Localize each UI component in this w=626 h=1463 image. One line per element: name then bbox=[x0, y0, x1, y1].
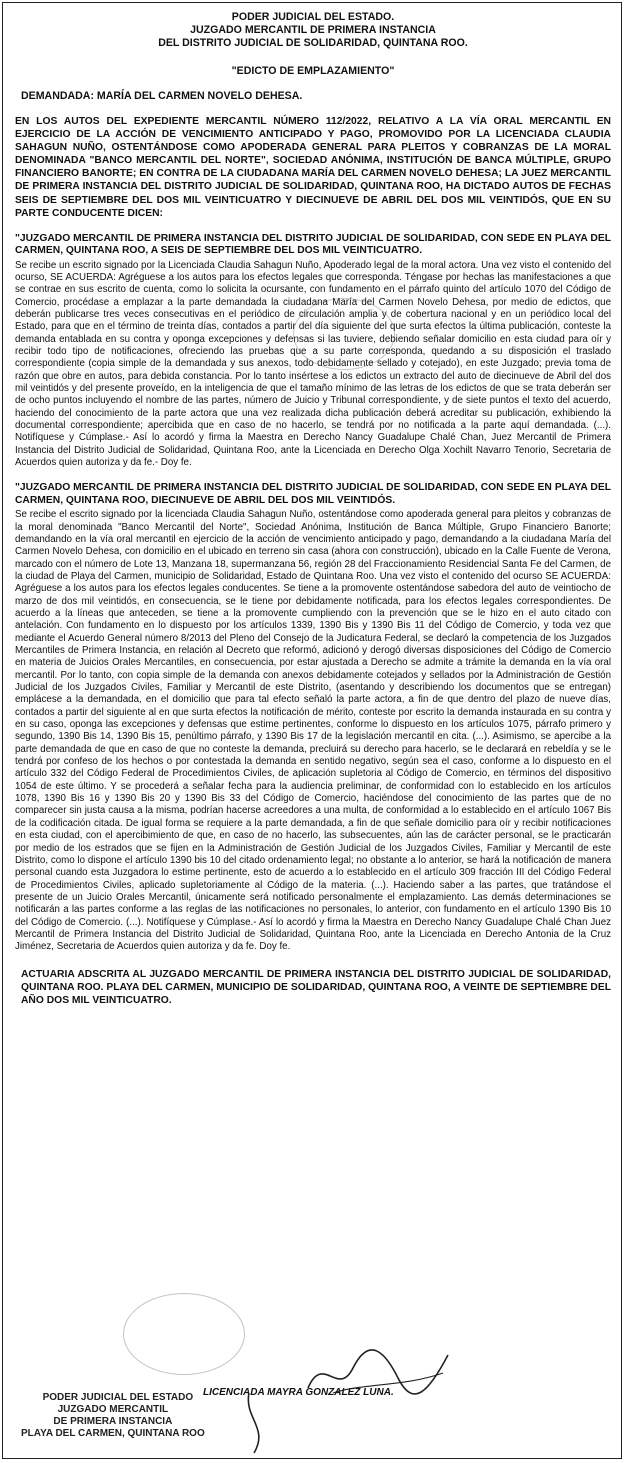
intro-paragraph: EN LOS AUTOS DEL EXPEDIENTE MERCANTIL NÚMERO 112/2022, RELATIVO A LA VÍA ORAL MERCANTIL EN EJERCICIO DE LA ACCIÓN DE VENCIMIENTO ANTICIPADO Y PAGO, PROMOVIDO POR LA LICENCIADA CLAUDIA SAHAGUN NUÑO, OSTENTÁNDOSE COMO APODERADA GENERAL PARA PLEITOS Y COBRANZAS DE LA MORAL DENOMINADA "BANCO MERCANTIL DEL NORTE", SOCIEDAD ANÓNIMA, INSTITUCIÓN DE BANCA MÚLTIPLE, GRUPO FINANCIERO BANORTE; EN CONTRA DE LA CIUDADANA MARÍA DEL CARMEN NOVELO DEHESA; LA JUEZ MERCANTIL DE PRIMERA INSTANCIA DEL DISTRITO JUDICIAL DE SOLIDARIDAD, QUINTANA ROO, HA DICTADO AUTOS DE FECHAS SEIS DE SEPTIEMBRE DEL DOS MIL VEINTICUATRO Y DIECINUEVE DE ABRIL DEL DOS MIL VEINTIDÓS, QUE EN SU PARTE CONDUCENTE DICEN: bbox=[15, 116, 611, 219]
stamp-circle-upper bbox=[293, 298, 395, 370]
document-content bbox=[15, 3, 611, 1007]
document-page bbox=[2, 2, 622, 1459]
demandada-line: DEMANDADA: MARÍA DEL CARMEN NOVELO DEHESA. bbox=[21, 90, 303, 102]
header-line-3: DEL DISTRITO JUDICIAL DE SOLIDARIDAD, QUINTANA ROO. bbox=[158, 37, 468, 49]
auto1-heading: "JUZGADO MERCANTIL DE PRIMERA INSTANCIA DEL DISTRITO JUDICIAL DE SOLIDARIDAD, CON SEDE EN PLAYA DEL CARMEN, QUINTANA ROO, A SEIS DE SEPTIEMBRE DEL DOS MIL VEINTICUATRO. bbox=[15, 232, 611, 257]
actuaria-paragraph: ACTUARIA ADSCRITA AL JUZGADO MERCANTIL DE PRIMERA INSTANCIA DEL DISTRITO JUDICIAL DE SOLIDARIDAD, QUINTANA ROO. PLAYA DEL CARMEN, MUNICIPIO DE SOLIDARIDAD, QUINTANA ROO, A VEINTE DE SEPTIEMBRE DEL AÑO DOS MIL VEINTICUATRO. bbox=[21, 968, 611, 1006]
seal-line-3: DE PRIMERA INSTANCIA bbox=[53, 1416, 173, 1427]
auto2-body: Se recibe el escrito signado por la licenciada Claudia Sahagun Nuño, ostentándose como apoderada general para pleitos y cobranzas de la moral denominada "Banco Mercantil del Norte", Sociedad Anónima, Institución de Banca Múltiple, Grupo Financiero Banorte; demandando en la vía oral mercantil en ejercicio de la acción de vencimiento anticipado y pago, demandando a la ciudadana María del Carmen Novelo Dehesa, con domicilio en el ubicado en terreno sin casa (ahora con construcción), ubicado en la Calle Fuente de Verona, marcado con el número de Lote 13, Manzana 18, supermanzana 56, región 28 del Fraccionamiento Residencial Santa Fe del Carmen, de la ciudad de Playa del Carmen, municipio de Solidaridad, Estado de Quintana Roo. Una vez visto el contenido del ocurso SE ACUERDA: Agréguese a los autos para los efectos legales conducentes. Se tiene a la promovente ostentándose sabedora del auto de veintiocho de marzo de dos mil veintidós, en consecuencia, se le tiene por debidamente notificada, para los efectos legales correspondientes. De acuerdo a la líneas que anteceden, se tiene a la promovente cumpliendo con la prevención que se le hizo en el auto citado con antelación. Con fundamento en lo dispuesto por los artículos 1339, 1390 Bis y 1390 Bis 11 del Código de Comercio, y toda vez que mediante el Acuerdo General número 8/2013 del Pleno del Consejo de la Judicatura Federal, se declaró la competencia de los Juzgados Mercantiles de Primera Instancia, en relación al Decreto que reformó, adicionó y derogó diversas disposiciones del Código de Comercio en materia de Juicios Orales Mercantiles, en consecuencia, por estar ajustada a Derecho se admite a trámite la demanda en la vía oral mercantil. Por lo tanto, con copia simple de la demanda con anexos debidamente cotejados y sellados por la Administración de Gestión Judicial de los Juzgados Civiles, Familiar y Mercantil de este Distrito, (asentando y describiendo los documentos que se entregan) emplácese a la demandada, en el domicilio que para tal efecto señaló la parte actora, a fin de que dentro del plazo de nueve días, contados a partir del siguiente al en que surta efectos la notificación de mérito, conteste por escrito la demanda instaurada en su contra y en su caso, oponga las excepciones y defensas que estime pertinentes, conforme lo dispuesto en los artículos 1075, párrafo primero y segundo, 1390 Bis 14, 1390 Bis 15, penúltimo párrafo, y 1390 Bis 17 de la legislación mercantil en cita. (...). Asimismo, se apercibe a la parte demandada de que en caso de que no conteste la demanda, precluirá su derecho para hacerlo, se le declarará en rebeldía y se le tendrá por confeso de los hechos o por contestada la demanda en sentido negativo, según sea el caso, conforme a lo dispuesto en el artículo 332 del Código Federal de Procedimientos Civiles, de aplicación supletoria al Código de Comercio, en términos del dispositivo 1054 de este último. Y se procederá a señalar fecha para la audiencia preliminar, de conformidad con lo establecido en los artículos 1078, 1390 Bis 16 y 1390 Bis 20 y 1390 Bis 33 del Código de Comercio, haciéndose del conocimiento de las partes que de no comparecer sin justa causa a la misma, podrían hacerse acreedores a una multa, de conformidad a lo establecido en el artículo 1067 Bis de la codificación citada. De igual forma se requiere a la parte demandada, a fin de que señale domicilio para oír y recibir notificaciones en esta ciudad, con el apercibimiento de que, en caso de no hacerlo, las subsecuentes, aún las de carácter personal, se le practicarán por medio de los estrados que se fijen en la Administración de Gestión Judicial de los Juzgados Civiles, Familiar y Mercantil de este Distrito, como lo dispone el artículo 1390 bis 10 del citado ordenamiento legal; no obstante a lo anterior, se hará la notificación de manera personal cuando esta Juzgadora lo estime pertinente, esto de acuerdo a lo establecido en el artículo 309 fracción III del Código Federal de Procedimientos Civiles, aplicado supletoriamente al Código de la materia. (...). Haciendo saber a las partes, que tratándose el presente de un Juicio Orales Mercantil, únicamente será notificado personalmente el emplazamiento. Las demás determinaciones se notificarán a las partes conforme a las reglas de las notificaciones no personales, lo anterior, con fundamento en el artículo 1390 Bis 10 del Código de Comercio. (...). Notifíquese y Cúmplase.- Así lo acordó y firma la Maestra en Derecho Nancy Guadalupe Chalé Chan Juez Mercantil de Primera Instancia del Distrito Judicial de Solidaridad, Quintana Roo, ante la Licenciada en Derecho Antonia de la Cruz Jiménez, Secretaria de Acuerdos quien autoriza y da fe. Doy fe. bbox=[15, 509, 611, 953]
header-line-1: PODER JUDICIAL DEL ESTADO. bbox=[231, 11, 395, 23]
auto2-heading: "JUZGADO MERCANTIL DE PRIMERA INSTANCIA DEL DISTRITO JUDICIAL DE SOLIDARIDAD, CON SEDE EN PLAYA DEL CARMEN, QUINTANA ROO, DIECINUEVE DE ABRIL DEL DOS MIL VEINTIDÓS. bbox=[15, 482, 611, 506]
signatory-name: LICENCIADA MAYRA GONZALEZ LUNA. bbox=[203, 1387, 394, 1398]
edicto-title: "EDICTO DE EMPLAZAMIENTO" bbox=[231, 65, 395, 77]
seal-line-2: JUZGADO MERCANTIL bbox=[57, 1404, 169, 1415]
header-line-2: JUZGADO MERCANTIL DE PRIMERA INSTANCIA bbox=[190, 24, 436, 36]
seal-line-1: PODER JUDICIAL DEL ESTADO bbox=[42, 1392, 194, 1403]
signature-flourish bbox=[239, 1388, 289, 1458]
auto1-body: Se recibe un escrito signado por la Licenciada Claudia Sahagun Nuño, Apoderado legal de la moral actora. Una vez visto el contenido del ocurso, SE ACUERDA: Agréguese a los autos para los efectos legales que corresponda. Téngase por hechas las manifestaciones a que se contrae en sus escrito de cuenta, como lo solicita la ocursante, con fundamento en el párrafo quinto del artículo 1070 del Código de Comercio, procédase a emplazar a la parte demandada la ciudadana María del Carmen Novelo Dehesa, por medio de edictos, que deberán publicarse tres veces consecutivas en el periódico de circulación amplia y de cobertura nacional y en un periódico local del Estado, para que en el término de treinta días, contados a partir del día siguiente del que surta efectos la última publicación, conteste la demanda entablada en su contra y oponga excepciones y defensas si las tuviere, debiendo señalar domicilio en esta ciudad para oír y recibir todo tipo de notificaciones, ofreciendo las pruebas que a su parte corresponda, quedando a su disposición el traslado correspondiente (copia simple de la demandada y sus anexos, todo debidamente sellado y cotejado), en este Juzgado; previa toma de razón que obre en autos, para debida constancia. Por lo tanto insértese a los edictos un extracto del auto de diecinueve de Abril del dos mil veintidós y del presente proveído, en la inteligencia de que el tamaño mínimo de las letras de los edictos de que se trata deberán ser de ocho puntos incluyendo el nombre de las partes, número de Juicio y Tribunal correspondiente, y de siete puntos el texto del acuerdo, haciendo del conocimiento de la parte actora que una vez realizada dicha publicación deberá acreditar su publicación, exhibiendo la documental correspondiente; apercibida que en caso de no hacerlo, se tendrá por no notificada a la parte aquí demandada. (...). Notifíquese y Cúmplase.- Así lo acordó y firma la Maestra en Derecho Nancy Guadalupe Chalé Chan, Juez Mercantil de Primera Instancia del Distrito Judicial de Solidaridad, Quintana Roo, ante la Licenciada en Derecho Olga Xochilt Navarro Tenorio, Secretaria de Acuerdos quien autoriza y da fe.- Doy fe. bbox=[15, 259, 611, 469]
court-seal-text bbox=[21, 1392, 205, 1440]
court-header bbox=[15, 11, 611, 50]
stamp-circle-lower bbox=[123, 1293, 245, 1375]
seal-line-4: PLAYA DEL CARMEN, QUINTANA ROO bbox=[21, 1428, 205, 1439]
signature-scribble bbox=[303, 1343, 453, 1403]
